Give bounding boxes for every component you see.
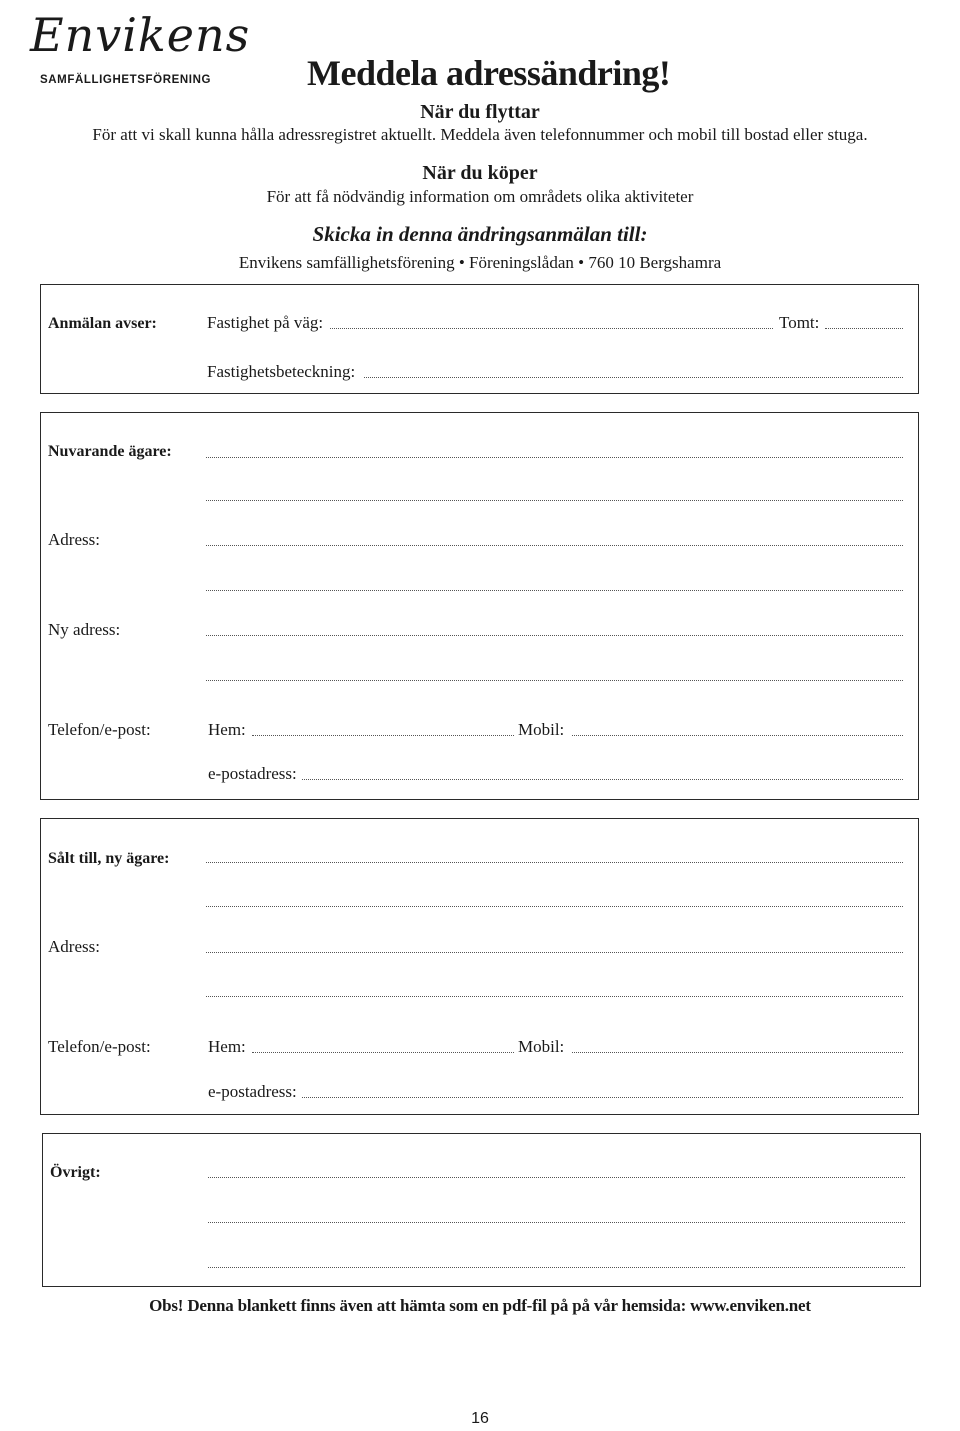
moving-heading: När du flyttar [420, 101, 540, 123]
email-field[interactable] [302, 779, 903, 780]
plot-field[interactable] [825, 328, 903, 329]
new-owner-email-field[interactable] [302, 1097, 903, 1098]
send-heading: Skicka in denna ändringsanmälan till: [312, 222, 648, 246]
current-owner-label: Nuvarande ägare: [48, 443, 172, 460]
new-owner-field-1[interactable] [206, 862, 903, 863]
new-address-field-1[interactable] [206, 635, 903, 636]
property-id-field[interactable] [364, 377, 903, 378]
other-label: Övrigt: [50, 1164, 101, 1181]
address-field-2[interactable] [206, 590, 903, 591]
page-title: Meddela adressändring! [307, 53, 671, 93]
address-label: Adress: [48, 530, 100, 549]
new-owner-mobile-label: Mobil: [518, 1037, 565, 1056]
section-other-box [42, 1133, 921, 1287]
current-owner-field-1[interactable] [206, 457, 903, 458]
footer-note: Obs! Denna blankett finns även att hämta som en pdf-fil på på vår hemsida: www.enviken.net [149, 1296, 811, 1315]
section-property-label: Anmälan avser: [48, 315, 157, 332]
address-field-1[interactable] [206, 545, 903, 546]
new-owner-address-field-2[interactable] [206, 996, 903, 997]
new-owner-email-label: e-postadress: [208, 1082, 297, 1101]
home-phone-label: Hem: [208, 720, 246, 739]
mobile-label: Mobil: [518, 720, 565, 739]
page-number: 16 [471, 1410, 489, 1427]
new-owner-home-field[interactable] [252, 1052, 514, 1053]
logo-subtitle: SAMFÄLLIGHETSFÖRENING [40, 74, 212, 86]
new-address-field-2[interactable] [206, 680, 903, 681]
new-owner-address-label: Adress: [48, 937, 100, 956]
logo-wordmark: Envikens [30, 8, 251, 62]
new-owner-phone-label: Telefon/e-post: [48, 1037, 151, 1056]
other-field-3[interactable] [208, 1267, 905, 1268]
current-owner-field-2[interactable] [206, 500, 903, 501]
plot-label: Tomt: [779, 313, 820, 332]
other-field-2[interactable] [208, 1222, 905, 1223]
new-owner-label: Sålt till, ny ägare: [48, 850, 170, 867]
new-owner-field-2[interactable] [206, 906, 903, 907]
mobile-field[interactable] [572, 735, 903, 736]
phone-label: Telefon/e-post: [48, 720, 151, 739]
new-owner-mobile-field[interactable] [572, 1052, 903, 1053]
road-field[interactable] [330, 328, 773, 329]
other-field-1[interactable] [208, 1177, 905, 1178]
moving-text: För att vi skall kunna hålla adressregistret aktuellt. Meddela även telefonnummer och mobil till bostad eller stuga. [92, 125, 868, 144]
road-label: Fastighet på väg: [207, 313, 324, 332]
home-phone-field[interactable] [252, 735, 514, 736]
new-address-label: Ny adress: [48, 620, 121, 639]
property-id-label: Fastighetsbeteckning: [207, 362, 356, 381]
new-owner-home-label: Hem: [208, 1037, 246, 1056]
buying-heading: När du köper [422, 162, 538, 184]
new-owner-address-field-1[interactable] [206, 952, 903, 953]
send-address: Envikens samfällighetsförening • Föreningslådan • 760 10 Bergshamra [238, 253, 722, 272]
buying-text: För att få nödvändig information om områdets olika aktiviteter [266, 187, 694, 206]
section-current-owner-box [40, 412, 919, 800]
email-label: e-postadress: [208, 764, 297, 783]
